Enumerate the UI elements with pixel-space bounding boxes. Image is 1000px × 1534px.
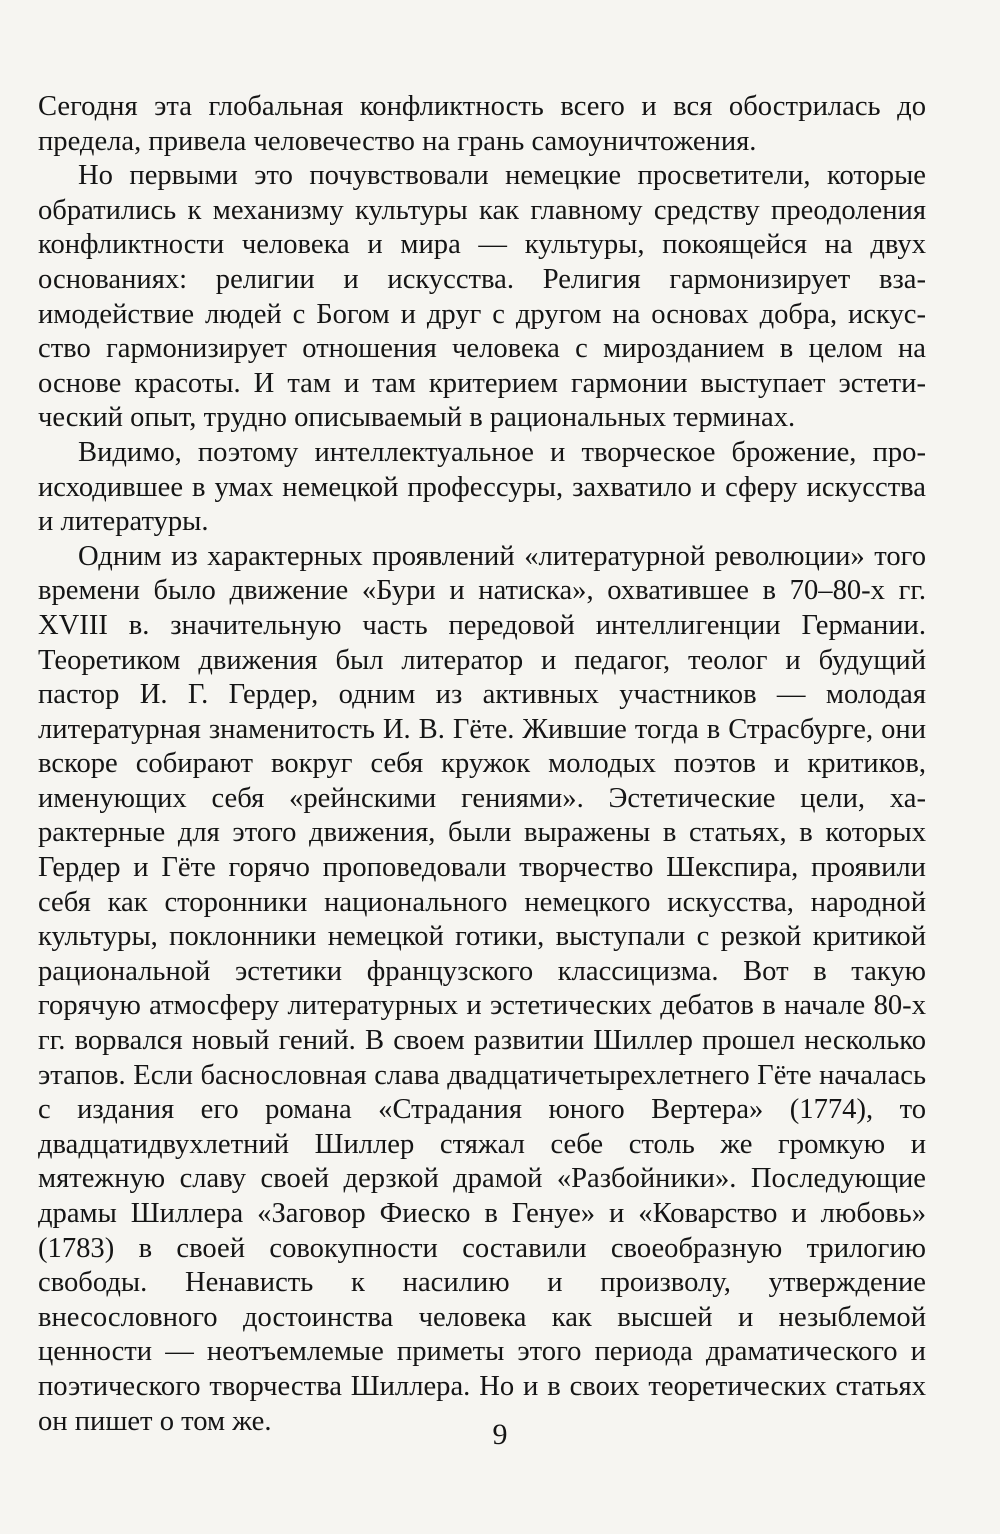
paragraph-2: Но первыми это почувствовали немецкие просветители, которые обратились к механизму культуры как главному средству преодоления конфликтности человека и мира — культуры, покоящейся на двух основаниях: религии и искусства. Религия гармонизирует взаимодействие людей с Богом и друг с другом на основах добра, искусство гармонизирует отношения человека с мирозданием в целом на основе красоты. И там и там критерием гармонии выступает эстетический опыт, трудно описываемый в рациональных терминах. (38, 160, 926, 434)
paragraph-4: Одним из характерных проявлений «литературной революции» того времени было движение «Бури и натиска», охватившее в 70–80-х гг. XVIII в. значительную часть передовой интеллигенции Германии. Теоретиком движения был литератор и педагог, теолог и будущий пастор И. Г. Гердер, одним из активных участников — молодая литературная знаменитость И. В. Гёте. Жившие тогда в Страсбурге, они вскоре собирают вокруг себя кружок молодых поэтов и критиков, именующих себя «рейнскими гениями». Эстетические цели, характерные для этого движения, были выражены в статьях, в которых Гердер и Гёте горячо проповедовали творчество Шекспира, проявили себя как сторонники национального немецкого искусства, народной культуры, поклонники немецкой готики, выступали с резкой критикой рациональной эстетики французского классицизма. Вот в такую горячую атмосферу литературных и эстетических дебатов в начале 80-х гг. ворвался новый гений. В своем развитии Шиллер прошел несколько этапов. Если баснословная слава двадцатичетырехлетнего Гёте началась с издания его романа «Страдания юного Вертера» (1774), то двадцатидвухлетний Шиллер стяжал себе столь же громкую и мятежную славу своей дерзкой драмой «Разбойники». Последующие драмы Шиллера «Заговор Фиеско в Генуе» и «Коварство и любовь» (1783) в своей совокупности составили своеобразную трилогию свободы. Ненависть к насилию и произволу, утверждение внесословного достоинства человека как высшей и незыблемой ценности — неотъемлемые приметы этого периода драматического и поэтического творчества Шиллера. Но и в своих теоретических статьях он пишет о том же. (38, 540, 926, 1437)
page-number: 9 (492, 1418, 508, 1451)
book-page-text (38, 90, 926, 1439)
paragraph-3: Видимо, поэтому интеллектуальное и творческое брожение, происходившее в умах немецкой профессуры, захватило и сферу искусства и литературы. (38, 436, 926, 538)
paragraph-1: Сегодня эта глобальная конфликтность всего и вся обострилась до предела, привела человечество на грань самоуничтожения. (38, 91, 926, 157)
